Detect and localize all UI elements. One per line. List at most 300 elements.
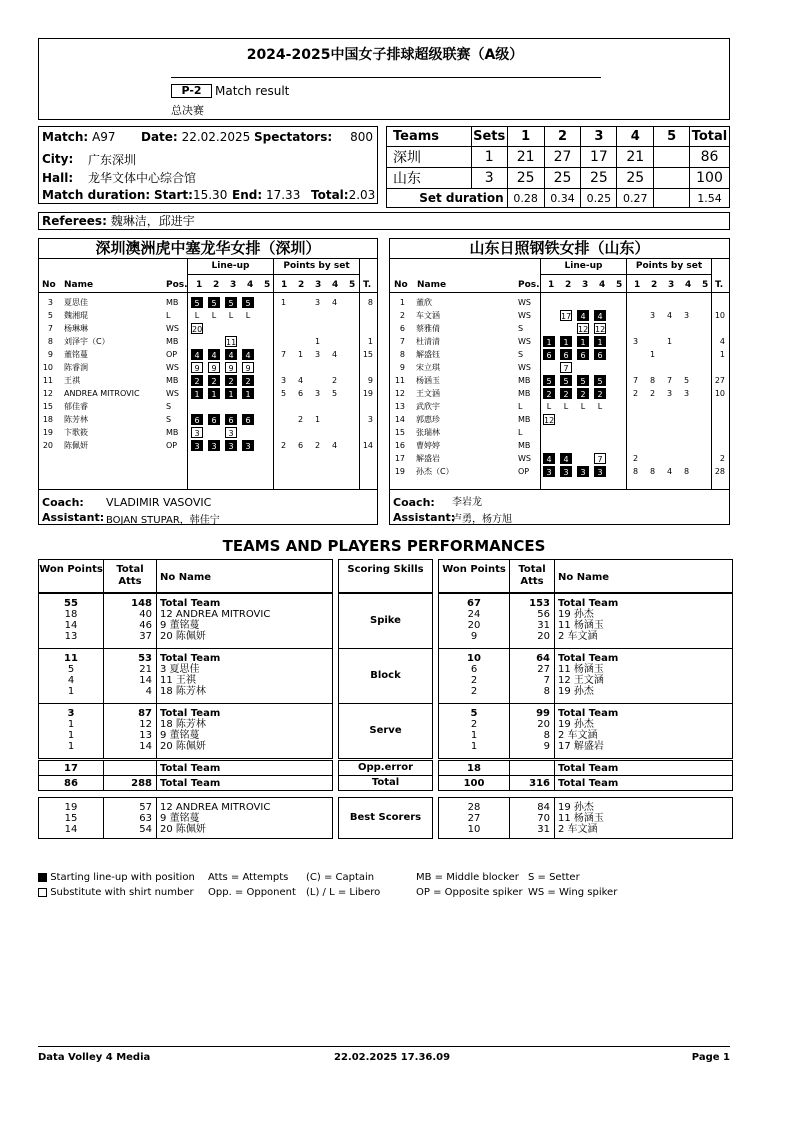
perf-block-a [38, 797, 333, 839]
player-entry: 2 车文涵 [558, 730, 598, 741]
set-points: 8 [650, 467, 656, 476]
set4-header: 4 [617, 127, 654, 147]
set-points: 7 [633, 376, 639, 385]
total-atts-header: Total Atts [518, 564, 546, 587]
lineup-cell [611, 349, 623, 360]
set-points: 3 [281, 376, 287, 385]
lineup-cell: 2 [225, 375, 237, 386]
name-header: Name [417, 280, 447, 290]
player-row [390, 322, 729, 335]
points-set-num: 5 [702, 280, 709, 290]
won-points: 27 [467, 813, 481, 824]
player-position: S [166, 402, 172, 411]
set-points: 8 [650, 376, 656, 385]
player-row [390, 348, 729, 361]
total-atts: 12 [139, 719, 152, 730]
won-points: 2 [470, 675, 478, 686]
player-number: 16 [394, 441, 405, 450]
player-number: 6 [399, 324, 405, 333]
atts-col [103, 598, 152, 642]
lineup-cell [259, 310, 271, 321]
player-position: MB [518, 389, 531, 398]
total-points: 10 [714, 389, 725, 398]
player-row [390, 387, 729, 400]
set-score: 25 [617, 168, 654, 189]
total-atts [103, 763, 152, 774]
player-name: 魏湘琨 [64, 311, 88, 320]
player-name: 董铭蔓 [64, 350, 88, 359]
total-atts: 56 [537, 609, 550, 620]
perf-skill-cell [338, 703, 433, 759]
perf-block-a [38, 593, 333, 649]
points-set-num: 3 [668, 280, 675, 290]
lineup-cell: 4 [543, 453, 555, 464]
total-atts: 288 [131, 778, 152, 789]
referees-label: Referees: [42, 214, 107, 228]
player-row [39, 413, 377, 426]
player-name: 王文涵 [416, 389, 440, 398]
player-position: WS [518, 363, 531, 372]
won-points: 100 [463, 778, 485, 789]
divider [554, 761, 555, 775]
player-position: MB [518, 441, 531, 450]
sets-won: 3 [471, 168, 507, 189]
player-name: 解盛岩 [416, 454, 440, 463]
lineup-cell [225, 401, 237, 412]
skill-name: Block [370, 670, 401, 681]
lineup-cell: L [194, 311, 200, 320]
player-position: MB [166, 298, 179, 307]
scoreboard-header-row [387, 127, 730, 147]
scoreboard-row-home [387, 147, 730, 168]
teams-header: Teams [387, 127, 472, 147]
set-points: 4 [332, 441, 338, 450]
won-points-col [439, 802, 509, 835]
player-position: MB [166, 376, 179, 385]
competition-title: 2024-2025中国女子排球超级联赛（A级） [246, 47, 524, 63]
stage-label: 总决赛 [171, 104, 204, 117]
lineup-cell: 7 [594, 453, 606, 464]
player-name: 杨涵玉 [416, 376, 440, 385]
legend-opp: Opp. = Opponent [208, 887, 296, 898]
perf-skill-cell [338, 760, 433, 776]
set-points: 1 [315, 415, 321, 424]
player-position: MB [518, 376, 531, 385]
points-set-num: 1 [281, 280, 288, 290]
player-number: 7 [399, 337, 405, 346]
set-score [654, 168, 690, 189]
won-points: 1 [67, 719, 75, 730]
lineup-cell: 12 [578, 325, 589, 334]
perf-header-b [438, 559, 733, 593]
total-duration-label: Total: [311, 188, 349, 202]
won-points: 24 [467, 609, 481, 620]
total-atts-header: Total Atts [116, 564, 144, 587]
lineup-header: Line-up [211, 261, 250, 271]
lineup-set-num: 2 [213, 280, 220, 290]
lineup-cell: L [546, 402, 552, 411]
match-info-box [38, 126, 378, 204]
player-number: 10 [42, 363, 53, 372]
hall-label: Hall: [42, 171, 74, 185]
lineup-cell: 1 [225, 388, 237, 399]
total-atts: 53 [138, 653, 152, 664]
lineup-cell [242, 323, 254, 334]
player-entry: 9 董铭蔓 [160, 813, 200, 824]
player-entry: 19 孙杰 [558, 719, 594, 730]
coach-name: VLADIMIR VASOVIC [106, 496, 212, 509]
total-atts: 9 [543, 741, 550, 752]
perf-header-skills [338, 559, 433, 593]
lineup-cell: 6 [543, 349, 555, 360]
total-points: 19 [362, 389, 373, 398]
player-number: 9 [399, 363, 405, 372]
won-points: 67 [467, 598, 481, 609]
divider [554, 560, 555, 592]
divider [156, 761, 157, 775]
set-points: 7 [281, 350, 287, 359]
set-duration: 0.34 [544, 189, 581, 208]
total-points: 9 [367, 376, 373, 385]
lineup-cell: 12 [544, 416, 555, 425]
player-entry: 17 解盛岩 [558, 741, 604, 752]
atts-col [103, 802, 152, 835]
total-atts: 64 [536, 653, 550, 664]
player-number: 19 [42, 428, 53, 437]
set-points: 3 [315, 389, 321, 398]
report-code: P-2 [171, 84, 212, 98]
player-entry: Total Team [160, 708, 221, 719]
lineup-cell: 4 [242, 349, 254, 360]
player-position: L [166, 311, 171, 320]
player-position: S [518, 350, 524, 359]
legend [38, 870, 730, 902]
lineup-cell: 2 [594, 388, 606, 399]
perf-skill-cell [338, 593, 433, 649]
lineup-cell [611, 427, 623, 438]
player-position: S [166, 415, 172, 424]
lineup-cell: 1 [560, 336, 572, 347]
set-points: 3 [684, 311, 690, 320]
player-entry: 19 孙杰 [558, 686, 594, 697]
perf-block-a [38, 775, 333, 791]
lineup-cell [611, 297, 623, 308]
pos-header: Pos. [518, 280, 540, 290]
lineup-cell [611, 375, 623, 386]
player-name: ANDREA MITROVIC [64, 389, 140, 398]
players-col [160, 802, 330, 835]
player-row [39, 374, 377, 387]
footer-software: Data Volley 4 Media [38, 1052, 151, 1063]
set-points: 1 [315, 337, 321, 346]
total-points: 15 [362, 350, 373, 359]
lineup-cell [208, 401, 220, 412]
won-points: 4 [67, 675, 75, 686]
lineup-cell: 4 [577, 310, 589, 321]
player-row [390, 309, 729, 322]
player-entry: 9 董铭蔓 [160, 620, 200, 631]
lineup-cell [242, 336, 254, 347]
no-header: No [42, 280, 56, 290]
won-points: 20 [467, 620, 481, 631]
total-atts: 153 [529, 598, 550, 609]
set-points: 4 [667, 311, 673, 320]
lineup-cell: 3 [225, 427, 237, 438]
player-number: 15 [394, 428, 405, 437]
won-points: 18 [64, 609, 78, 620]
set-points: 8 [633, 467, 639, 476]
lineup-cell: 3 [594, 466, 606, 477]
lineup-cell: L [245, 311, 251, 320]
lineup-cell: L [597, 402, 603, 411]
player-entry: 18 陈芳林 [160, 719, 206, 730]
legend-starting: Starting line-up with position [50, 872, 195, 883]
lineup-cell: 1 [543, 336, 555, 347]
player-entry: Total Team [558, 708, 619, 719]
set-score: 21 [507, 147, 544, 168]
player-entry: 12 ANDREA MITROVIC [160, 609, 271, 620]
players-col [558, 598, 728, 642]
set-points: 1 [298, 350, 304, 359]
name-header: Name [64, 280, 94, 290]
divider [554, 649, 555, 703]
player-row [39, 387, 377, 400]
player-row [390, 335, 729, 348]
lineup-cell [543, 297, 555, 308]
lineup-cell: 3 [577, 466, 589, 477]
won-points: 86 [64, 778, 78, 789]
total-header: Total [689, 127, 729, 147]
lineup-cell [560, 440, 572, 451]
team-name: 深圳 [387, 147, 472, 168]
lineup-cell: 1 [191, 388, 203, 399]
lineup-cell [611, 310, 623, 321]
set-score: 17 [581, 147, 617, 168]
player-entry: 2 车文涵 [558, 631, 598, 642]
set-points: 6 [298, 441, 304, 450]
total-atts: 14 [139, 741, 152, 752]
set-points: 1 [281, 298, 287, 307]
won-points-col [39, 802, 103, 835]
atts-col [103, 708, 152, 752]
player-entry: 11 杨涵玉 [558, 620, 604, 631]
total-atts: 20 [537, 719, 550, 730]
player-name: 武欣宇 [416, 402, 440, 411]
pos-header: Pos. [166, 280, 188, 290]
lineup-cell: 3 [543, 466, 555, 477]
lineup-cell [543, 362, 555, 373]
perf-block-b [438, 648, 733, 704]
skill-name: Spike [370, 615, 401, 626]
divider [39, 489, 377, 490]
perf-block-a [38, 760, 333, 776]
sets-won: 1 [471, 147, 507, 168]
won-points: 17 [64, 763, 78, 774]
title-underline [171, 77, 601, 78]
player-name: 宋立琪 [416, 363, 440, 372]
player-position: WS [166, 389, 179, 398]
lineup-cell: 2 [577, 388, 589, 399]
lineup-cell: 12 [595, 325, 606, 334]
perf-block-b [438, 775, 733, 791]
divider [554, 798, 555, 838]
won-points: 1 [470, 730, 478, 741]
total-atts: 40 [139, 609, 152, 620]
lineup-cell [560, 427, 572, 438]
player-row [39, 426, 377, 439]
player-name: 卞歌筱 [64, 428, 88, 437]
lineup-cell: 3 [191, 427, 203, 438]
lineup-cell: 9 [208, 362, 220, 373]
total-points: 28 [714, 467, 725, 476]
lineup-cell: L [211, 311, 217, 320]
won-points: 28 [467, 802, 481, 813]
total-atts: 27 [537, 664, 550, 675]
lineup-cell: 5 [577, 375, 589, 386]
lineup-cell [594, 362, 606, 373]
team-a-name: 深圳澳洲虎中塞龙华女排（深圳） [95, 239, 321, 257]
lineup-cell [543, 323, 555, 334]
city-label: City: [42, 152, 74, 166]
lineup-cell: 6 [577, 349, 589, 360]
footer-timestamp: 22.02.2025 17.36.09 [334, 1052, 451, 1063]
player-name: 曹婷婷 [416, 441, 440, 450]
starting-square-icon [38, 873, 47, 882]
lineup-cell [259, 414, 271, 425]
scoring-skills-header: Scoring Skills [347, 564, 424, 575]
lineup-cell [577, 453, 589, 464]
points-set-num: 2 [651, 280, 658, 290]
player-name: 陈佩妍 [64, 441, 88, 450]
set-points: 2 [281, 441, 287, 450]
lineup-cell [191, 336, 203, 347]
coach-name: 李岩龙 [452, 497, 482, 508]
player-position: WS [166, 324, 179, 333]
lineup-cell: L [580, 402, 586, 411]
assistant-names: 卢勇，杨方旭 [452, 514, 512, 525]
atts-col [103, 778, 152, 789]
lineup-cell [594, 297, 606, 308]
set-points: 2 [650, 389, 656, 398]
lineup-cell: 6 [560, 349, 572, 360]
total-atts: 37 [139, 631, 152, 642]
lineup-set-num: 1 [548, 280, 555, 290]
city-value: 广东深圳 [88, 153, 137, 167]
lineup-cell [594, 427, 606, 438]
set-points: 3 [650, 311, 656, 320]
divider [554, 776, 555, 790]
won-points: 14 [64, 620, 78, 631]
legend-substitute: Substitute with shirt number [50, 887, 194, 898]
player-name: 夏思佳 [64, 298, 88, 307]
player-row [39, 335, 377, 348]
lineup-set-num: 4 [599, 280, 606, 290]
player-position: WS [166, 363, 179, 372]
points-set-num: 4 [685, 280, 692, 290]
lineup-cell: 3 [225, 440, 237, 451]
player-position: S [518, 324, 524, 333]
won-points: 55 [64, 598, 78, 609]
won-points: 1 [67, 730, 75, 741]
players-col [558, 763, 728, 774]
lineup-cell: 2 [560, 388, 572, 399]
lineup-cell [543, 310, 555, 321]
team-b-panel [389, 238, 730, 525]
total-atts: 63 [139, 813, 152, 824]
start-label: Start: [154, 188, 193, 202]
lineup-cell [611, 453, 623, 464]
lineup-set-num: 5 [616, 280, 623, 290]
total-score: 86 [689, 147, 729, 168]
total-atts: 4 [145, 686, 152, 697]
player-row [390, 400, 729, 413]
set-score: 25 [544, 168, 581, 189]
total-atts: 31 [537, 620, 550, 631]
lineup-cell [560, 323, 572, 334]
lineup-cell: 6 [594, 349, 606, 360]
won-points-col [439, 778, 509, 789]
lineup-cell: 9 [225, 362, 237, 373]
player-name: 杨琳琳 [64, 324, 88, 333]
set-points: 8 [684, 467, 690, 476]
match-id: A97 [92, 130, 116, 144]
legend-captain: (C) = Captain [306, 872, 375, 883]
lineup-cell [259, 297, 271, 308]
lineup-header: Line-up [564, 261, 603, 271]
match-label: Match: [42, 130, 89, 144]
lineup-cell: 3 [560, 466, 572, 477]
player-name: 陈睿涧 [64, 363, 88, 372]
player-position: L [518, 428, 523, 437]
player-position: MB [166, 428, 179, 437]
lineup-cell [594, 440, 606, 451]
player-row [390, 439, 729, 452]
lineup-cell [259, 362, 271, 373]
divider [540, 274, 711, 275]
player-entry: Total Team [558, 763, 619, 774]
lineup-cell: 4 [208, 349, 220, 360]
scoreboard-row-away [387, 168, 730, 189]
player-position: WS [518, 454, 531, 463]
player-entry: 20 陈佩妍 [160, 631, 206, 642]
player-number: 8 [399, 350, 405, 359]
player-number: 8 [47, 337, 53, 346]
lineup-cell [225, 323, 237, 334]
atts-col [509, 763, 550, 774]
lineup-cell: 2 [191, 375, 203, 386]
legend-s: S = Setter [528, 872, 580, 883]
lineup-cell: 4 [225, 349, 237, 360]
lineup-cell [242, 427, 254, 438]
player-name: 郭惠珍 [416, 415, 440, 424]
won-points-col [39, 763, 103, 774]
divider [156, 649, 157, 703]
date-label: Date: [141, 130, 178, 144]
lineup-cell: 5 [560, 375, 572, 386]
player-name: 孙杰（C） [416, 467, 454, 476]
player-number: 2 [399, 311, 405, 320]
lineup-set-num: 4 [247, 280, 254, 290]
lineup-cell [242, 401, 254, 412]
won-points-col [39, 598, 103, 642]
player-position: WS [518, 298, 531, 307]
set1-header: 1 [507, 127, 544, 147]
player-position: MB [166, 337, 179, 346]
players-col [160, 598, 330, 642]
set-points: 2 [332, 376, 338, 385]
lineup-cell [611, 414, 623, 425]
coach-label: Coach: [42, 496, 84, 509]
